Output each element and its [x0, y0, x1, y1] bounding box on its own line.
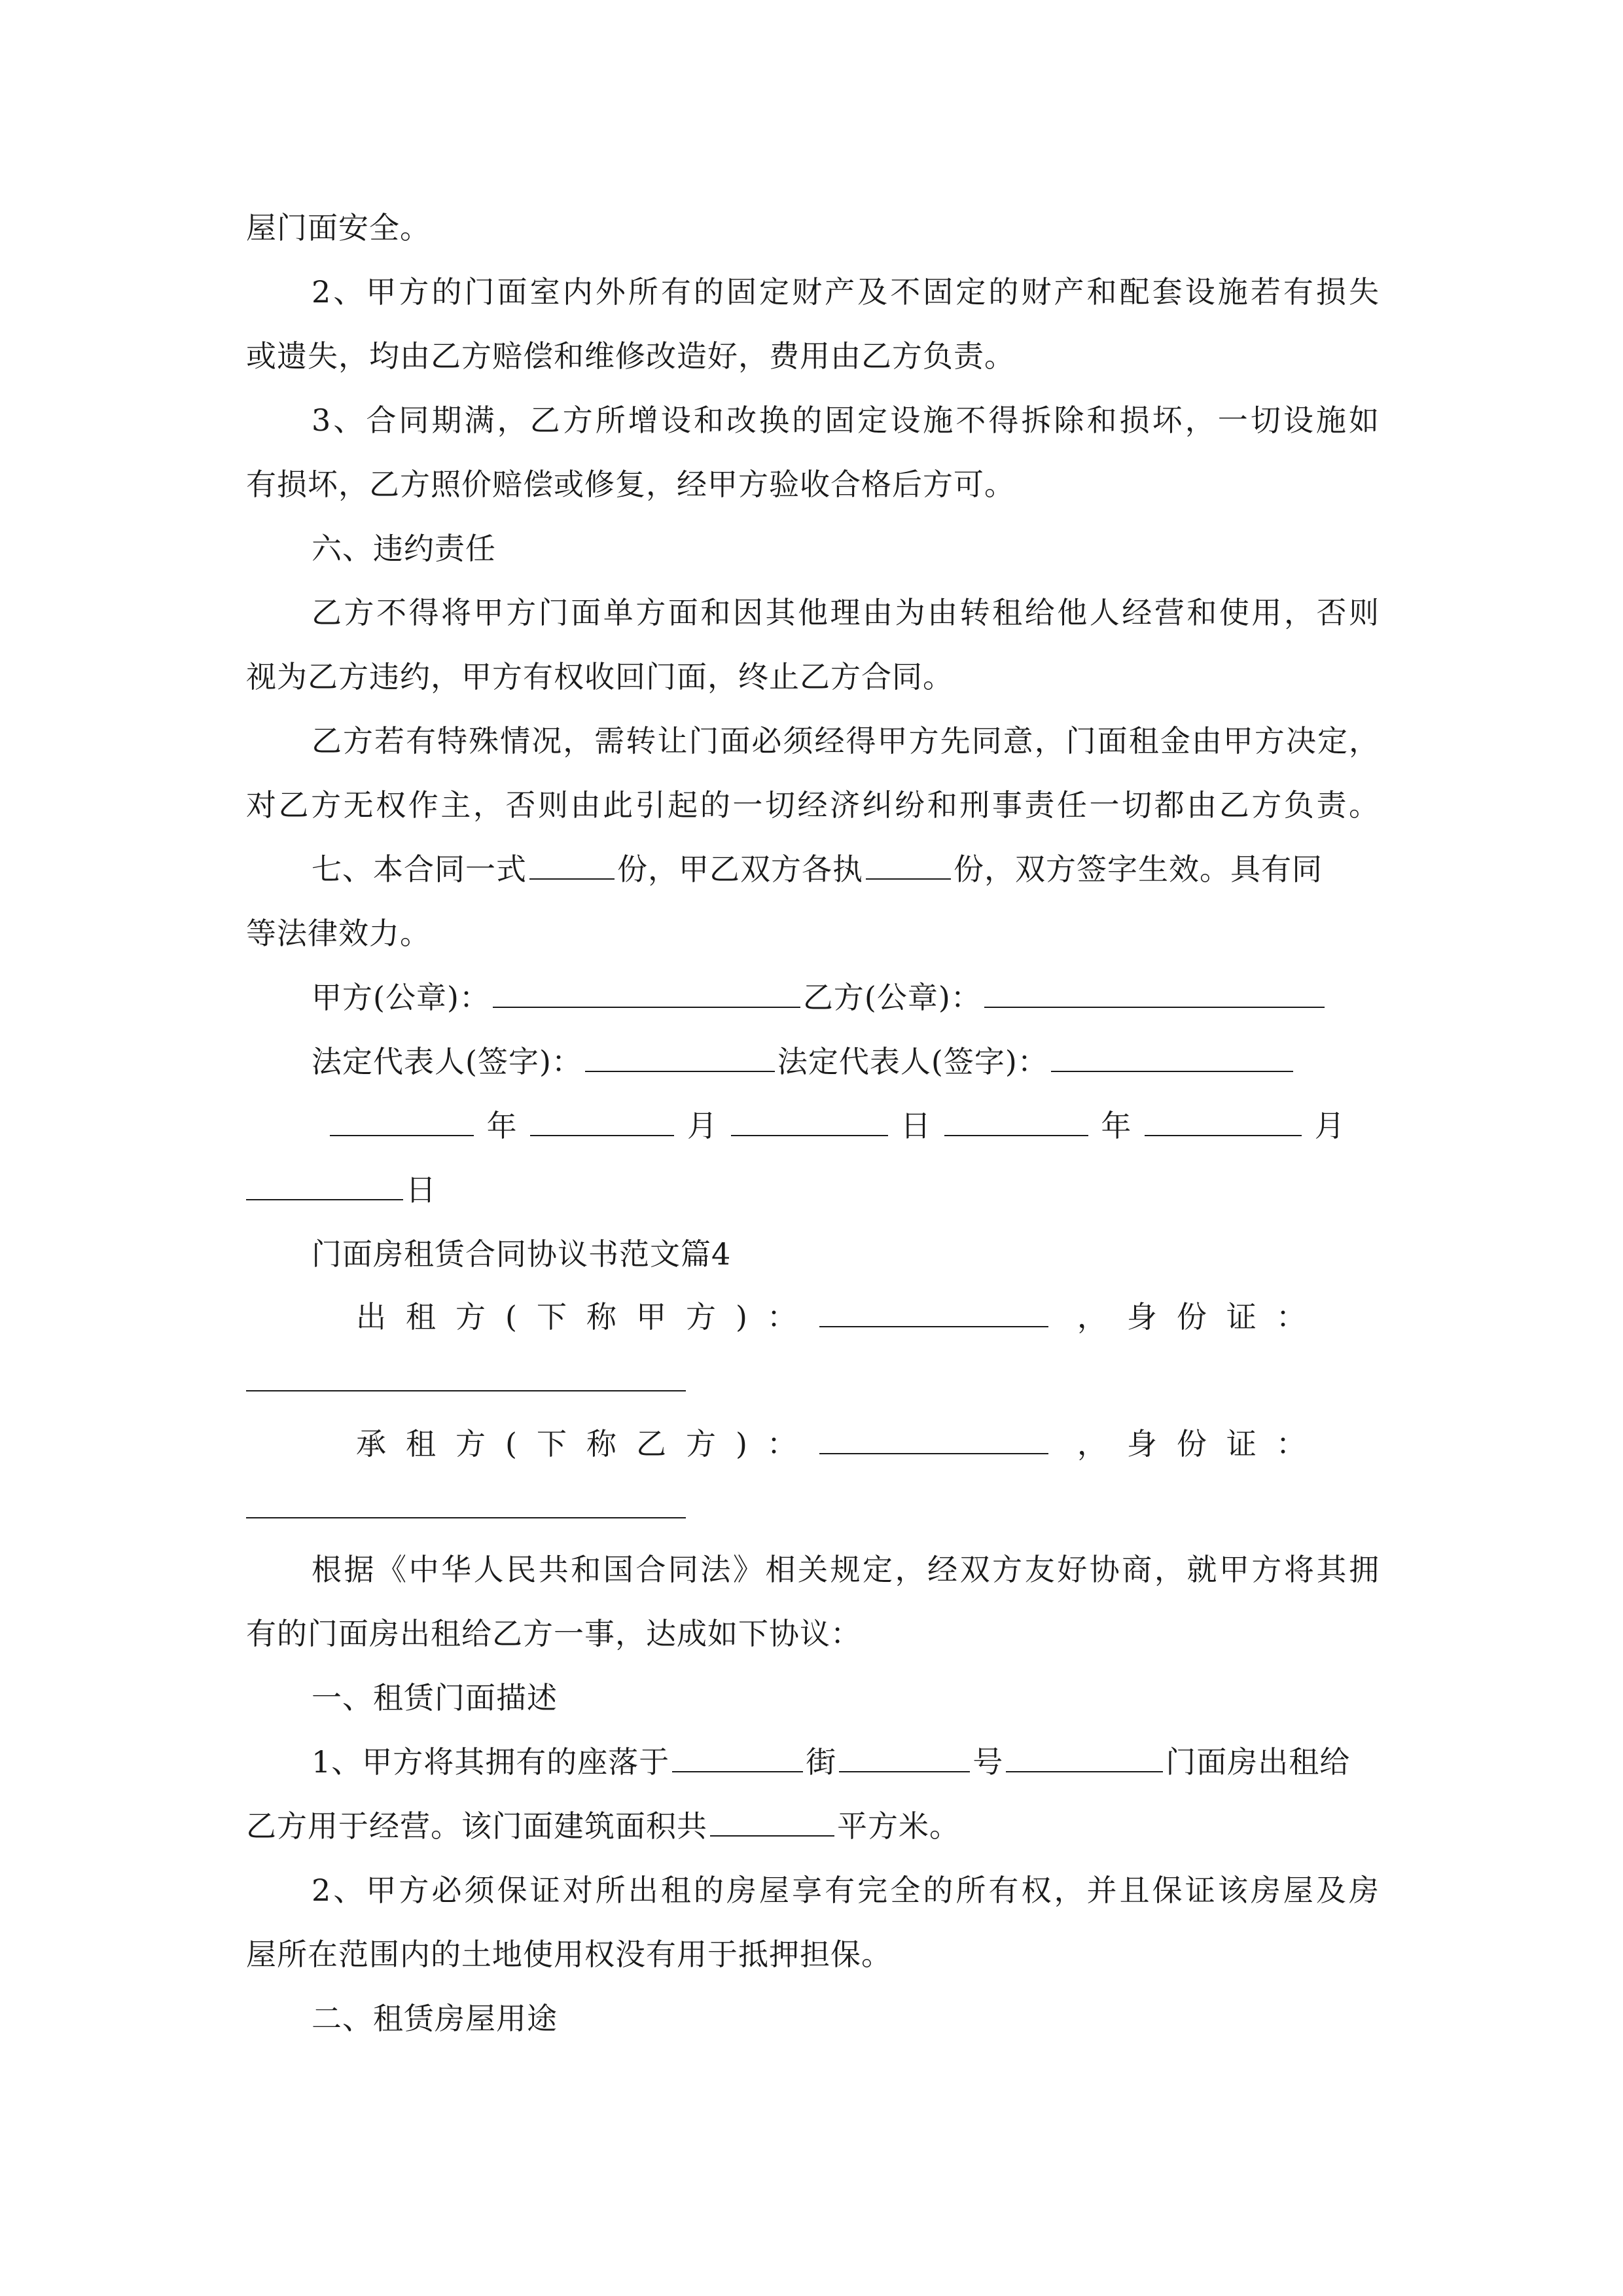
party-a-seal-blank[interactable] [493, 978, 800, 1008]
paragraph-line: 屋门面安全。 [246, 210, 431, 245]
lessor-label: 出租方(下称甲方)： [356, 1299, 817, 1335]
article-text: 平方米。 [837, 1808, 960, 1844]
clause-7-line [312, 850, 1445, 889]
section-heading: 一、租赁门面描述 [312, 1680, 558, 1715]
month-label: 月 [687, 1108, 718, 1143]
legal-rep-a-label: 法定代表人(签字)： [312, 1044, 582, 1079]
paragraph-line: 或遗失，均由乙方赔偿和维修改造好，费用由乙方负责。 [246, 338, 1015, 374]
year-label: 年 [1101, 1108, 1132, 1143]
month-label: 月 [1314, 1108, 1346, 1143]
lessee-id-label: ，身份证： [1077, 1426, 1326, 1462]
paragraph-line: 根据《中华人民共和国合同法》相关规定，经双方友好协商，就甲方将其拥 [312, 1552, 1380, 1587]
paragraph-line: 屋所在范围内的土地使用权没有用于抵押担保。 [246, 1937, 892, 1972]
article-text: 街 [806, 1744, 837, 1780]
article-text: 乙方用于经营。该门面建筑面积共 [246, 1808, 707, 1844]
month-a-blank[interactable] [530, 1106, 674, 1136]
clause-7-text: 份，双方签字生效。具有同 [954, 852, 1323, 887]
section-heading: 六、违约责任 [312, 531, 496, 566]
clause-7-text: 份，甲乙双方各执 [617, 852, 863, 887]
paragraph-line: 等法律效力。 [246, 916, 431, 951]
date-line [327, 1106, 1461, 1145]
lessor-line [356, 1297, 1489, 1336]
day-b-blank[interactable] [246, 1170, 403, 1200]
paragraph-line: 乙方不得将甲方门面单方面和因其他理由为由转租给他人经营和使用，否则 [312, 595, 1380, 630]
party-b-seal-blank[interactable] [984, 978, 1325, 1008]
day-a-blank[interactable] [731, 1106, 888, 1136]
lessor-id-blank[interactable] [246, 1390, 686, 1391]
month-b-blank[interactable] [1145, 1106, 1302, 1136]
paragraph-line: 3、合同期满，乙方所增设和改换的固定设施不得拆除和损坏，一切设施如 [312, 403, 1380, 438]
legal-rep-a-blank[interactable] [585, 1042, 775, 1072]
seal-line [312, 978, 1445, 1017]
copies-each-blank[interactable] [866, 850, 951, 880]
year-a-blank[interactable] [330, 1106, 474, 1136]
article-text: 门面房出租给 [1166, 1744, 1351, 1780]
lessee-name-blank[interactable] [819, 1424, 1048, 1454]
section-heading: 二、租赁房屋用途 [312, 2001, 558, 2036]
section-title: 门面房租赁合同协议书范文篇4 [312, 1236, 732, 1272]
copies-blank[interactable] [529, 850, 615, 880]
shop-blank[interactable] [1006, 1742, 1163, 1772]
street-blank[interactable] [672, 1742, 803, 1772]
date-line-continued [246, 1170, 1380, 1210]
day-label: 日 [406, 1172, 437, 1208]
paragraph-line: 有的门面房出租给乙方一事，达成如下协议： [246, 1616, 861, 1651]
lessee-label: 承租方(下称乙方)： [356, 1426, 817, 1462]
article-text: 1、甲方将其拥有的座落于 [312, 1744, 670, 1780]
lessee-id-blank[interactable] [246, 1517, 686, 1518]
paragraph-line: 2、甲方的门面室内外所有的固定财产及不固定的财产和配套设施若有损失 [312, 274, 1380, 310]
paragraph-line: 对乙方无权作主，否则由此引起的一切经济纠纷和刑事责任一切都由乙方负责。 [246, 787, 1380, 823]
legal-rep-b-label: 法定代表人(签字)： [777, 1044, 1048, 1079]
number-blank[interactable] [839, 1742, 970, 1772]
area-blank[interactable] [710, 1806, 834, 1837]
year-b-blank[interactable] [944, 1106, 1088, 1136]
article-1-1-line [312, 1742, 1445, 1782]
legal-rep-b-blank[interactable] [1051, 1042, 1293, 1072]
lessor-id-label: ，身份证： [1077, 1299, 1326, 1335]
lessor-name-blank[interactable] [819, 1297, 1048, 1327]
day-label: 日 [901, 1108, 932, 1143]
legal-rep-line [312, 1042, 1445, 1081]
clause-7-text: 七、本合同一式 [312, 852, 527, 887]
lessee-line [356, 1424, 1489, 1463]
article-1-1-line-2 [246, 1806, 1380, 1846]
paragraph-line: 2、甲方必须保证对所出租的房屋享有完全的所有权，并且保证该房屋及房 [312, 1873, 1380, 1908]
year-label: 年 [486, 1108, 518, 1143]
paragraph-line: 视为乙方违约，甲方有权收回门面，终止乙方合同。 [246, 659, 954, 694]
party-b-seal-label: 乙方(公章)： [802, 980, 982, 1015]
party-a-seal-label: 甲方(公章)： [312, 980, 490, 1015]
paragraph-line: 乙方若有特殊情况，需转让门面必须经得甲方先同意，门面租金由甲方决定， [312, 723, 1380, 759]
article-text: 号 [972, 1744, 1004, 1780]
paragraph-line: 有损坏，乙方照价赔偿或修复，经甲方验收合格后方可。 [246, 467, 1015, 502]
